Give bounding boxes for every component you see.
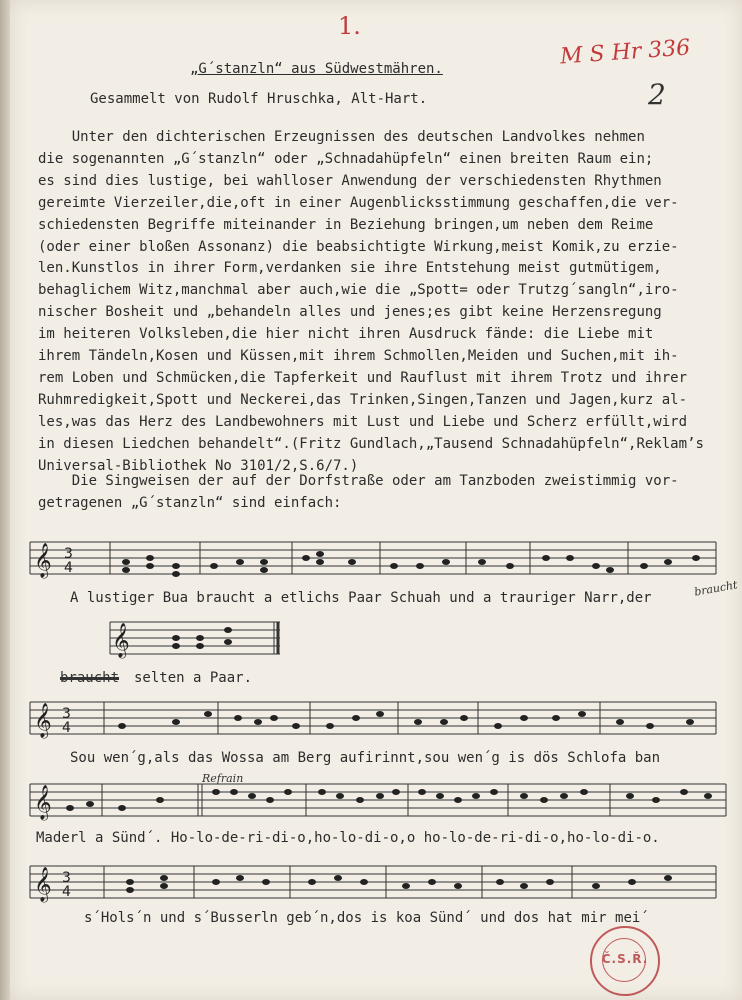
svg-text:𝄞: 𝄞 bbox=[34, 785, 52, 820]
music-staff-4 bbox=[0, 776, 742, 826]
svg-text:4: 4 bbox=[64, 560, 73, 576]
stamp-text: Č.S.Ř. bbox=[601, 952, 649, 966]
struck-word: braucht bbox=[60, 670, 120, 686]
svg-text:4: 4 bbox=[62, 884, 71, 900]
page-edge bbox=[0, 0, 10, 1000]
svg-text:𝄞: 𝄞 bbox=[112, 623, 130, 658]
intro-paragraph: Die Singweisen der auf der Dorfstraße oder am Tanzboden zweistimmig vor- getragenen „G´stanzln“ sind einfach: bbox=[38, 473, 679, 511]
music-staff-5 bbox=[0, 858, 742, 908]
library-stamp bbox=[590, 926, 660, 996]
document-title: „G´stanzln“ aus Südwestmähren. bbox=[190, 61, 443, 77]
svg-text:4: 4 bbox=[62, 720, 71, 736]
svg-text:𝄞: 𝄞 bbox=[34, 543, 52, 578]
song-1-lyric: A lustiger Bua braucht a etlichs Paar Schuah und a trauriger Narr,der bbox=[70, 590, 652, 606]
svg-text:3: 3 bbox=[64, 546, 73, 562]
song-1-annotation: braucht bbox=[693, 578, 739, 599]
page-number: 1. bbox=[338, 12, 361, 40]
music-staff-3 bbox=[0, 696, 742, 746]
music-staff-2 bbox=[0, 614, 742, 664]
svg-text:𝄞: 𝄞 bbox=[34, 703, 52, 738]
song-3-lyric: Sou wen´g,als das Wossa am Berg aufirinnt,sou wen´g is dös Schlofa ban bbox=[70, 750, 661, 766]
music-staff-1 bbox=[0, 536, 742, 586]
song-2-lyric: selten a Paar. bbox=[134, 670, 253, 686]
svg-text:𝄞: 𝄞 bbox=[34, 867, 52, 902]
folio-number: 2 bbox=[648, 78, 666, 111]
body-paragraph: Unter den dichterischen Erzeugnissen des deutschen Landvolkes nehmen die sogenannten „G´stanzln“ oder „Schnadahüpfeln“ einen breiten Raum ein; es sind dies lustige, bei wahlloser Anwendung der verschiedensten Rhythmen gereimte Vierzeiler,die,oft in einer Augenblicksstimmung geschaffen,die ver- schiedensten Begriffe miteinander in Beziehung bringen,um neben dem Reime (oder einer bloßen Assonanz) die beabsichtigte Wirkung,meist Komik,zu erzie- len.Kunstlos in ihrer Form,verdanken sie ihre Entstehung meist gutmütigem, behaglichem Witz,manchmal aber auch,wie die „Spott= oder Trutzg´sangln“,iro- nischer Bosheit und „behandeln alles und jenes;es gibt keine Herzensregung im heiteren Volksleben,die hier nicht ihren Ausdruck fände: die Liebe mit ihrem Tändeln,Kosen und Küssen,mit ihrem Schmollen,Meiden und Suchen,mit ih- rem Loben und Schmücken,die Tapferkeit und Rauflust mit ihrem Trotz und ihrer Ruhmredigkeit,Spott und Neckerei,das Trinken,Singen,Tanzen und Jagen,kurz al- les,was das Herz des Landbewohners mit Lust und Liebe und Scherz erfüllt,wird in diesen Liedchen behandelt“.(Fritz Gundlach,„Tausend Schnadahüpfeln“,Reklam’s Universal-Bibliothek No 3101/2,S.6/7.) bbox=[38, 129, 704, 474]
document-subtitle: Gesammelt von Rudolf Hruschka, Alt-Hart. bbox=[90, 91, 428, 107]
svg-text:3: 3 bbox=[62, 706, 71, 722]
svg-text:3: 3 bbox=[62, 870, 71, 886]
song-4-lyric: Maderl a Sünd´. Ho-lo-de-ri-di-o,ho-lo-di-o,o ho-lo-de-ri-di-o,ho-lo-di-o. bbox=[36, 830, 660, 846]
refrain-annotation: Refrain bbox=[202, 772, 244, 785]
song-5-lyric: s´Hols´n und s´Busserln geb´n,dos is koa Sünd´ und dos hat mir mei´ bbox=[84, 910, 649, 926]
shelfmark: M S Hr 336 bbox=[559, 35, 691, 70]
